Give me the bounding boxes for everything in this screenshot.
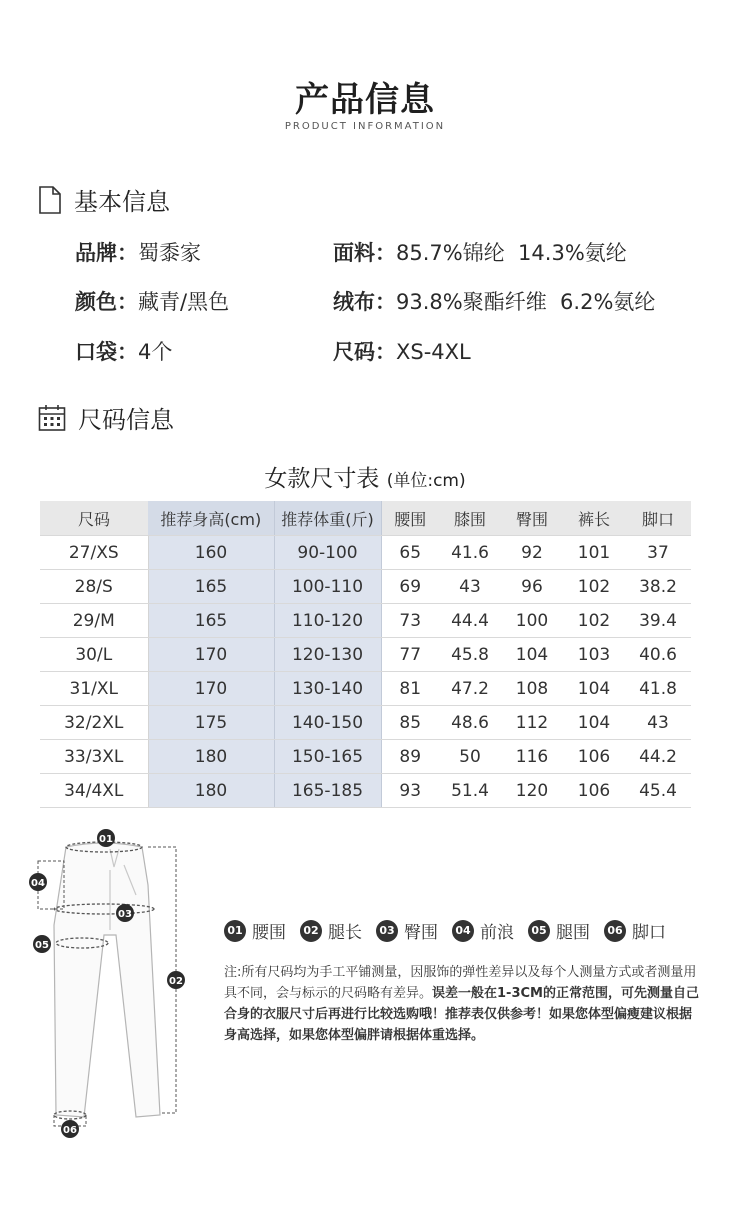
info-lining-value: 93.8%聚酯纤维 6.2%氨纶 — [396, 290, 656, 314]
table-cell: 180 — [148, 774, 274, 808]
measure-note — [224, 962, 704, 1046]
legend-item — [452, 918, 514, 943]
col-header-waist: 腰围 — [381, 501, 439, 536]
table-cell: 81 — [381, 672, 439, 706]
marker-06 — [61, 1120, 79, 1138]
table-cell: 106 — [563, 740, 625, 774]
table-cell: 27/XS — [40, 536, 148, 570]
table-cell: 45.4 — [625, 774, 691, 808]
legend-item — [300, 918, 362, 943]
table-cell: 48.6 — [439, 706, 501, 740]
page-title: 产品信息 — [295, 80, 435, 120]
table-cell: 112 — [501, 706, 563, 740]
info-pocket-value: 4个 — [138, 340, 173, 364]
measure-legend — [224, 918, 666, 943]
table-cell: 38.2 — [625, 570, 691, 604]
table-cell: 93 — [381, 774, 439, 808]
table-row — [40, 672, 691, 706]
size-info-heading — [38, 400, 174, 435]
table-cell: 77 — [381, 638, 439, 672]
size-table-unit: (单位:cm) — [386, 471, 466, 491]
table-cell: 51.4 — [439, 774, 501, 808]
col-header-hip: 臀围 — [501, 501, 563, 536]
table-cell: 30/L — [40, 638, 148, 672]
table-cell: 110-120 — [274, 604, 381, 638]
size-table — [40, 501, 691, 808]
table-cell: 34/4XL — [40, 774, 148, 808]
table-cell: 50 — [439, 740, 501, 774]
table-cell: 33/3XL — [40, 740, 148, 774]
table-cell: 165-185 — [274, 774, 381, 808]
info-pocket-key: 口袋 — [75, 340, 117, 364]
marker-02 — [167, 971, 185, 989]
size-table-title-text: 女款尺寸表 — [264, 466, 380, 492]
table-cell: 28/S — [40, 570, 148, 604]
table-cell: 92 — [501, 536, 563, 570]
calendar-icon — [38, 404, 66, 432]
table-cell: 120 — [501, 774, 563, 808]
table-cell: 101 — [563, 536, 625, 570]
table-cell: 108 — [501, 672, 563, 706]
svg-text:03: 03 — [118, 909, 132, 920]
legend-number-badge: 06 — [604, 920, 626, 942]
table-cell: 106 — [563, 774, 625, 808]
legend-item — [224, 918, 286, 943]
svg-text:02: 02 — [169, 976, 183, 987]
legend-item — [528, 918, 590, 943]
table-cell: 90-100 — [274, 536, 381, 570]
table-cell: 170 — [148, 672, 274, 706]
table-cell: 31/XL — [40, 672, 148, 706]
svg-text:05: 05 — [35, 940, 49, 951]
info-brand: 品牌：蜀黍家 — [75, 241, 201, 265]
table-cell: 102 — [563, 604, 625, 638]
table-cell: 65 — [381, 536, 439, 570]
table-row — [40, 570, 691, 604]
table-cell: 150-165 — [274, 740, 381, 774]
basic-info-heading-label: 基本信息 — [74, 188, 170, 216]
col-header-hem: 脚口 — [625, 501, 691, 536]
table-row — [40, 536, 691, 570]
legend-number-badge: 02 — [300, 920, 322, 942]
legend-label: 脚口 — [632, 923, 666, 943]
document-icon — [38, 186, 62, 214]
legend-label: 臀围 — [404, 923, 438, 943]
table-cell: 41.6 — [439, 536, 501, 570]
table-cell: 104 — [563, 706, 625, 740]
legend-number-badge: 05 — [528, 920, 550, 942]
info-brand-key: 品牌 — [75, 241, 117, 265]
col-header-knee: 膝围 — [439, 501, 501, 536]
col-header-height: 推荐身高(cm) — [148, 501, 274, 536]
table-cell: 43 — [439, 570, 501, 604]
table-cell: 85 — [381, 706, 439, 740]
legend-number-badge: 01 — [224, 920, 246, 942]
size-info-heading-label: 尺码信息 — [78, 406, 174, 434]
table-cell: 69 — [381, 570, 439, 604]
legend-label: 前浪 — [480, 923, 514, 943]
legend-number-badge: 04 — [452, 920, 474, 942]
info-pocket: 口袋：4个 — [75, 340, 173, 364]
svg-text:04: 04 — [31, 878, 45, 889]
note-normal: 注:所有尺码均为手工平铺测量，因服饰的弹性差异以及每个人测量方式或者测量用具不同，会与标示的尺码略有差异。 — [224, 965, 697, 1001]
svg-text:01: 01 — [99, 834, 113, 845]
info-lining: 绒布：93.8%聚酯纤维 6.2%氨纶 — [333, 290, 656, 314]
info-fabric-value: 85.7%锦纶 14.3%氨纶 — [396, 241, 627, 265]
marker-04 — [29, 873, 47, 891]
legend-item — [604, 918, 666, 943]
info-fabric: 面料：85.7%锦纶 14.3%氨纶 — [333, 241, 627, 265]
table-cell: 73 — [381, 604, 439, 638]
table-cell: 89 — [381, 740, 439, 774]
table-cell: 120-130 — [274, 638, 381, 672]
table-cell: 100 — [501, 604, 563, 638]
table-cell: 40.6 — [625, 638, 691, 672]
legend-label: 腿围 — [556, 923, 590, 943]
info-fabric-key: 面料 — [333, 241, 375, 265]
table-cell: 140-150 — [274, 706, 381, 740]
table-cell: 41.8 — [625, 672, 691, 706]
info-color-key: 颜色 — [75, 290, 117, 314]
table-cell: 44.2 — [625, 740, 691, 774]
page-subtitle: PRODUCT INFORMATION — [284, 121, 446, 132]
info-size-value: XS-4XL — [396, 340, 471, 364]
col-header-length: 裤长 — [563, 501, 625, 536]
basic-info-heading — [38, 182, 170, 217]
marker-05 — [33, 935, 51, 953]
table-cell: 130-140 — [274, 672, 381, 706]
table-row — [40, 774, 691, 808]
table-row — [40, 740, 691, 774]
col-header-size: 尺码 — [40, 501, 148, 536]
svg-text:06: 06 — [63, 1125, 77, 1136]
info-color: 颜色：藏青/黑色 — [75, 290, 230, 314]
legend-label: 腿长 — [328, 923, 362, 943]
legend-label: 腰围 — [252, 923, 286, 943]
table-cell: 96 — [501, 570, 563, 604]
col-header-weight: 推荐体重(斤) — [274, 501, 381, 536]
table-cell: 180 — [148, 740, 274, 774]
table-cell: 104 — [501, 638, 563, 672]
table-cell: 160 — [148, 536, 274, 570]
table-cell: 37 — [625, 536, 691, 570]
table-cell: 175 — [148, 706, 274, 740]
table-cell: 165 — [148, 604, 274, 638]
table-cell: 170 — [148, 638, 274, 672]
info-size-key: 尺码 — [333, 340, 375, 364]
table-cell: 44.4 — [439, 604, 501, 638]
pants-diagram — [24, 825, 204, 1145]
marker-03 — [116, 904, 134, 922]
table-cell: 32/2XL — [40, 706, 148, 740]
table-row — [40, 604, 691, 638]
legend-item — [376, 918, 438, 943]
table-cell: 100-110 — [274, 570, 381, 604]
table-cell: 165 — [148, 570, 274, 604]
table-cell: 103 — [563, 638, 625, 672]
table-cell: 39.4 — [625, 604, 691, 638]
info-color-value: 藏青/黑色 — [138, 290, 230, 314]
table-row — [40, 706, 691, 740]
table-row — [40, 638, 691, 672]
legend-number-badge: 03 — [376, 920, 398, 942]
table-cell: 47.2 — [439, 672, 501, 706]
size-table-title — [0, 460, 730, 493]
note-bold: 误差一般在1-3CM的正常范围，可先测量自己合身的衣服尺寸后再进行比较选购哦！推荐表仅供参考！如果您体型偏瘦建议根据身高选择，如果您体型偏胖请根据体重选择。 — [224, 986, 699, 1043]
table-cell: 43 — [625, 706, 691, 740]
info-size: 尺码：XS-4XL — [333, 340, 471, 364]
table-cell: 116 — [501, 740, 563, 774]
info-lining-key: 绒布 — [333, 290, 375, 314]
marker-01 — [97, 829, 115, 847]
size-table-header — [40, 501, 691, 536]
table-cell: 29/M — [40, 604, 148, 638]
table-cell: 45.8 — [439, 638, 501, 672]
info-brand-value: 蜀黍家 — [138, 241, 201, 265]
table-cell: 102 — [563, 570, 625, 604]
table-cell: 104 — [563, 672, 625, 706]
